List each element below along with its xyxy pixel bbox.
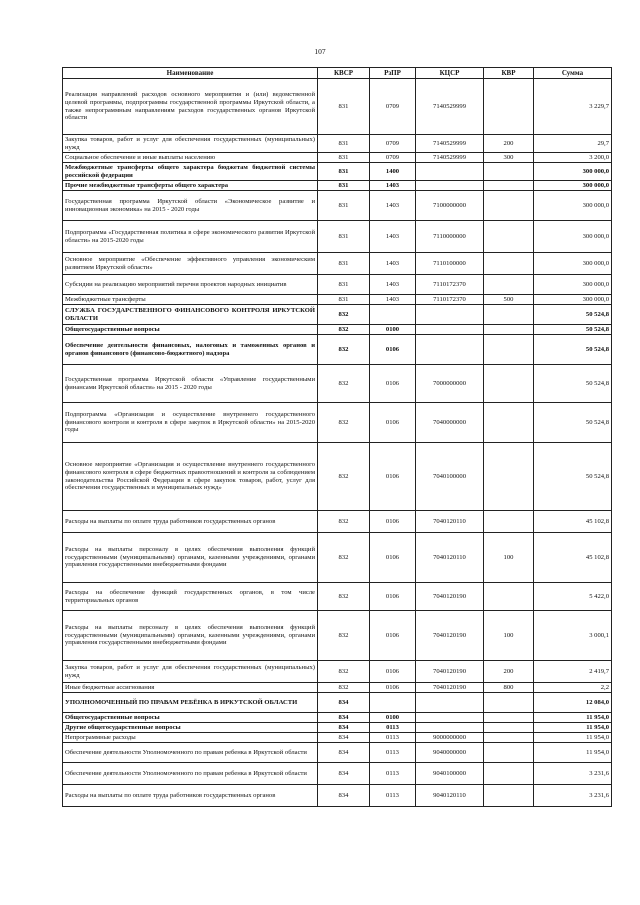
row-kcsr-cell: 7140529999 xyxy=(416,79,484,135)
row-sum-cell: 2,2 xyxy=(534,683,612,693)
row-kvr-cell: 500 xyxy=(484,295,534,305)
table-row xyxy=(63,325,612,335)
row-kvsr-cell: 832 xyxy=(318,611,370,661)
row-rzpr-cell: 0113 xyxy=(370,743,416,763)
table-row xyxy=(63,253,612,275)
row-sum-cell: 300 000,0 xyxy=(534,181,612,191)
row-kvr-cell xyxy=(484,785,534,807)
row-kvr-cell xyxy=(484,713,534,723)
row-sum-cell: 12 084,0 xyxy=(534,693,612,713)
row-name-cell: СЛУЖБА ГОСУДАРСТВЕННОГО ФИНАНСОВОГО КОНТРОЛЯ ИРКУТСКОЙ ОБЛАСТИ xyxy=(63,305,318,325)
row-kvr-cell xyxy=(484,443,534,511)
row-kvsr-cell: 832 xyxy=(318,583,370,611)
row-kvsr-cell: 832 xyxy=(318,325,370,335)
row-kvr-cell xyxy=(484,511,534,533)
table-row xyxy=(63,365,612,403)
row-rzpr-cell: 0113 xyxy=(370,763,416,785)
budget-table xyxy=(62,67,612,807)
row-kcsr-cell: 7040120190 xyxy=(416,611,484,661)
row-name-cell: Расходы на выплаты персоналу в целях обеспечения выполнения функций государственными (муниципальными) органами, казенными учреждениями, органами управления государственными внебюджетными фондами xyxy=(63,611,318,661)
row-kvr-cell xyxy=(484,275,534,295)
row-rzpr-cell: 0106 xyxy=(370,335,416,365)
row-kvr-cell xyxy=(484,221,534,253)
table-row xyxy=(63,661,612,683)
row-name-cell: Другие общегосударственные вопросы xyxy=(63,723,318,733)
row-name-cell: Межбюджетные трансферты xyxy=(63,295,318,305)
table-row xyxy=(63,403,612,443)
row-rzpr-cell: 0106 xyxy=(370,511,416,533)
row-kcsr-cell: 9040000000 xyxy=(416,743,484,763)
row-rzpr-cell: 0113 xyxy=(370,733,416,743)
row-kvr-cell: 200 xyxy=(484,661,534,683)
row-kcsr-cell: 7140529999 xyxy=(416,153,484,163)
row-name-cell: Государственная программа Иркутской области «Экономическое развитие и инновационная экономика» на 2015 - 2020 годы xyxy=(63,191,318,221)
row-name-cell: Основное мероприятие «Обеспечение эффективного управления экономическим развитием Иркутской области» xyxy=(63,253,318,275)
row-kcsr-cell: 7040120190 xyxy=(416,683,484,693)
row-kvsr-cell: 834 xyxy=(318,713,370,723)
table-row xyxy=(63,743,612,763)
row-kvsr-cell: 834 xyxy=(318,733,370,743)
row-kvsr-cell: 834 xyxy=(318,763,370,785)
row-kvr-cell xyxy=(484,403,534,443)
row-name-cell: Иные бюджетные ассигнования xyxy=(63,683,318,693)
header-kvsr: КВСР xyxy=(318,68,370,79)
row-kvsr-cell: 831 xyxy=(318,295,370,305)
row-kcsr-cell: 7040120110 xyxy=(416,511,484,533)
table-row xyxy=(63,443,612,511)
row-name-cell: Расходы на обеспечение функций государственных органов, в том числе территориальных органов xyxy=(63,583,318,611)
table-header-row xyxy=(63,68,612,79)
row-name-cell: Общегосударственные вопросы xyxy=(63,325,318,335)
row-name-cell: Расходы на выплаты по оплате труда работников государственных органов xyxy=(63,785,318,807)
row-name-cell: Реализация направлений расходов основного мероприятия и (или) ведомственной целевой программы, подпрограммы государственной программы Иркутской области, а также непрограммным направлениям расходов государственных органов Иркутской области xyxy=(63,79,318,135)
row-sum-cell: 50 524,8 xyxy=(534,305,612,325)
table-row xyxy=(63,533,612,583)
row-name-cell: Обеспечение деятельности Уполномоченного по правам ребенка в Иркутской области xyxy=(63,743,318,763)
row-kvsr-cell: 831 xyxy=(318,275,370,295)
row-name-cell: Прочие межбюджетные трансферты общего характера xyxy=(63,181,318,191)
row-rzpr-cell: 0709 xyxy=(370,79,416,135)
row-sum-cell: 45 102,8 xyxy=(534,533,612,583)
row-rzpr-cell: 1400 xyxy=(370,163,416,181)
row-kcsr-cell: 7110172370 xyxy=(416,275,484,295)
row-name-cell: УПОЛНОМОЧЕННЫЙ ПО ПРАВАМ РЕБЁНКА В ИРКУТСКОЙ ОБЛАСТИ xyxy=(63,693,318,713)
row-sum-cell: 29,7 xyxy=(534,135,612,153)
row-kcsr-cell: 9040120110 xyxy=(416,785,484,807)
row-kcsr-cell: 7000000000 xyxy=(416,365,484,403)
table-row xyxy=(63,511,612,533)
row-kvr-cell xyxy=(484,365,534,403)
row-kvsr-cell: 832 xyxy=(318,443,370,511)
row-rzpr-cell: 0100 xyxy=(370,325,416,335)
row-name-cell: Расходы на выплаты по оплате труда работников государственных органов xyxy=(63,511,318,533)
row-rzpr-cell: 1403 xyxy=(370,191,416,221)
row-kcsr-cell: 7110172370 xyxy=(416,295,484,305)
row-sum-cell: 5 422,0 xyxy=(534,583,612,611)
row-kvr-cell xyxy=(484,253,534,275)
header-kvr: КВР xyxy=(484,68,534,79)
row-name-cell: Обеспечение деятельности Уполномоченного по правам ребенка в Иркутской области xyxy=(63,763,318,785)
table-row xyxy=(63,335,612,365)
row-sum-cell: 11 954,0 xyxy=(534,743,612,763)
row-sum-cell: 300 000,0 xyxy=(534,253,612,275)
row-kvsr-cell: 834 xyxy=(318,785,370,807)
row-kvsr-cell: 831 xyxy=(318,135,370,153)
row-rzpr-cell: 0113 xyxy=(370,723,416,733)
row-kvsr-cell: 831 xyxy=(318,221,370,253)
row-name-cell: Общегосударственные вопросы xyxy=(63,713,318,723)
row-kcsr-cell xyxy=(416,305,484,325)
row-kcsr-cell: 7040120110 xyxy=(416,533,484,583)
table-row xyxy=(63,275,612,295)
header-rzpr: РзПР xyxy=(370,68,416,79)
row-kcsr-cell: 7040000000 xyxy=(416,403,484,443)
row-sum-cell: 2 419,7 xyxy=(534,661,612,683)
row-kvr-cell xyxy=(484,763,534,785)
row-sum-cell: 3 231,6 xyxy=(534,785,612,807)
table-row xyxy=(63,295,612,305)
table-row xyxy=(63,305,612,325)
row-sum-cell: 50 524,8 xyxy=(534,443,612,511)
row-kvr-cell: 100 xyxy=(484,533,534,583)
row-sum-cell: 3 231,6 xyxy=(534,763,612,785)
row-kcsr-cell xyxy=(416,693,484,713)
row-kvr-cell xyxy=(484,335,534,365)
row-name-cell: Обеспечение деятельности финансовых, налоговых и таможенных органов и органов финансового (финансово-бюджетного) надзора xyxy=(63,335,318,365)
table-row xyxy=(63,79,612,135)
row-rzpr-cell: 0709 xyxy=(370,135,416,153)
table-row xyxy=(63,583,612,611)
row-kvsr-cell: 831 xyxy=(318,253,370,275)
row-sum-cell: 11 954,0 xyxy=(534,723,612,733)
page-number: 107 xyxy=(314,47,326,56)
row-kvr-cell xyxy=(484,305,534,325)
row-kcsr-cell: 7040100000 xyxy=(416,443,484,511)
row-name-cell: Социальное обеспечение и иные выплаты населению xyxy=(63,153,318,163)
row-kvr-cell xyxy=(484,743,534,763)
row-rzpr-cell: 1403 xyxy=(370,181,416,191)
row-kcsr-cell: 7040120190 xyxy=(416,583,484,611)
row-kvsr-cell: 834 xyxy=(318,723,370,733)
row-kvr-cell xyxy=(484,733,534,743)
row-kvr-cell xyxy=(484,325,534,335)
table-row xyxy=(63,785,612,807)
row-kcsr-cell: 7110000000 xyxy=(416,221,484,253)
table-row xyxy=(63,693,612,713)
table-row xyxy=(63,191,612,221)
table-row xyxy=(63,733,612,743)
table-row xyxy=(63,713,612,723)
row-rzpr-cell: 0100 xyxy=(370,713,416,723)
row-name-cell: Подпрограмма «Организация и осуществление внутреннего государственного финансового контроля и контроля в сфере закупок в Иркутской области» на 2015-2020 годы xyxy=(63,403,318,443)
row-sum-cell: 11 954,0 xyxy=(534,733,612,743)
row-kcsr-cell xyxy=(416,325,484,335)
row-kvr-cell: 300 xyxy=(484,153,534,163)
row-kcsr-cell: 7040120190 xyxy=(416,661,484,683)
row-kvsr-cell: 832 xyxy=(318,511,370,533)
row-name-cell: Государственная программа Иркутской области «Управление государственными финансами Иркутской области» на 2015 - 2020 годы xyxy=(63,365,318,403)
row-kvr-cell xyxy=(484,191,534,221)
row-kvr-cell xyxy=(484,79,534,135)
row-name-cell: Закупка товаров, работ и услуг для обеспечения государственных (муниципальных) нужд xyxy=(63,661,318,683)
row-rzpr-cell: 0106 xyxy=(370,365,416,403)
row-rzpr-cell: 0106 xyxy=(370,443,416,511)
row-kvsr-cell: 832 xyxy=(318,661,370,683)
table-row xyxy=(63,181,612,191)
row-kvr-cell: 800 xyxy=(484,683,534,693)
header-kcsr: КЦСР xyxy=(416,68,484,79)
row-name-cell: Закупка товаров, работ и услуг для обеспечения государственных (муниципальных) нужд xyxy=(63,135,318,153)
row-rzpr-cell: 0106 xyxy=(370,533,416,583)
row-kvr-cell xyxy=(484,163,534,181)
row-sum-cell: 3 229,7 xyxy=(534,79,612,135)
row-kvsr-cell: 832 xyxy=(318,365,370,403)
table-row xyxy=(63,221,612,253)
row-kcsr-cell xyxy=(416,163,484,181)
row-kvsr-cell: 832 xyxy=(318,403,370,443)
row-rzpr-cell: 0106 xyxy=(370,661,416,683)
row-kvr-cell xyxy=(484,723,534,733)
row-name-cell: Основное мероприятие «Организация и осуществление внутреннего государственного финансового контроля в сфере бюджетных правоотношений и контроля за соблюдением законодательства Российской Федерации в сфере закупок товаров, работ, услуг для обеспечения государственных и муниципальных нужд» xyxy=(63,443,318,511)
row-kvsr-cell: 832 xyxy=(318,305,370,325)
row-kvsr-cell: 832 xyxy=(318,335,370,365)
table-row xyxy=(63,723,612,733)
row-sum-cell: 45 102,8 xyxy=(534,511,612,533)
table-row xyxy=(63,153,612,163)
table-row xyxy=(63,763,612,785)
header-name: Наименование xyxy=(63,68,318,79)
row-rzpr-cell: 0709 xyxy=(370,153,416,163)
row-sum-cell: 300 000,0 xyxy=(534,163,612,181)
row-name-cell: Подпрограмма «Государственная политика в сфере экономического развития Иркутской области» на 2015-2020 годы xyxy=(63,221,318,253)
row-kcsr-cell xyxy=(416,335,484,365)
row-kvr-cell xyxy=(484,693,534,713)
row-sum-cell: 11 954,0 xyxy=(534,713,612,723)
row-sum-cell: 300 000,0 xyxy=(534,191,612,221)
row-sum-cell: 3 000,1 xyxy=(534,611,612,661)
row-rzpr-cell: 0106 xyxy=(370,611,416,661)
row-kcsr-cell xyxy=(416,723,484,733)
row-rzpr-cell: 1403 xyxy=(370,253,416,275)
row-kcsr-cell xyxy=(416,181,484,191)
row-kvsr-cell: 831 xyxy=(318,181,370,191)
row-kvr-cell: 200 xyxy=(484,135,534,153)
row-kvr-cell: 100 xyxy=(484,611,534,661)
row-rzpr-cell: 1403 xyxy=(370,221,416,253)
row-kcsr-cell: 9040100000 xyxy=(416,763,484,785)
row-sum-cell: 50 524,8 xyxy=(534,325,612,335)
row-sum-cell: 50 524,8 xyxy=(534,335,612,365)
row-kvsr-cell: 831 xyxy=(318,153,370,163)
row-rzpr-cell xyxy=(370,693,416,713)
row-kvsr-cell: 834 xyxy=(318,743,370,763)
row-kvsr-cell: 831 xyxy=(318,191,370,221)
row-name-cell: Непрограммные расходы xyxy=(63,733,318,743)
row-name-cell: Межбюджетные трансферты общего характера бюджетам бюджетной системы российской федерации xyxy=(63,163,318,181)
row-rzpr-cell: 0106 xyxy=(370,583,416,611)
row-kvsr-cell: 832 xyxy=(318,683,370,693)
row-kvsr-cell: 834 xyxy=(318,693,370,713)
row-sum-cell: 50 524,8 xyxy=(534,403,612,443)
row-kcsr-cell: 9000000000 xyxy=(416,733,484,743)
row-kvr-cell xyxy=(484,583,534,611)
row-kvsr-cell: 832 xyxy=(318,533,370,583)
row-sum-cell: 300 000,0 xyxy=(534,295,612,305)
row-kcsr-cell: 7100000000 xyxy=(416,191,484,221)
row-kvsr-cell: 831 xyxy=(318,163,370,181)
row-rzpr-cell xyxy=(370,305,416,325)
table-row xyxy=(63,135,612,153)
row-rzpr-cell: 1403 xyxy=(370,295,416,305)
row-kcsr-cell: 7110100000 xyxy=(416,253,484,275)
row-rzpr-cell: 1403 xyxy=(370,275,416,295)
row-sum-cell: 300 000,0 xyxy=(534,275,612,295)
table-row xyxy=(63,163,612,181)
row-rzpr-cell: 0113 xyxy=(370,785,416,807)
row-rzpr-cell: 0106 xyxy=(370,403,416,443)
row-sum-cell: 300 000,0 xyxy=(534,221,612,253)
row-name-cell: Расходы на выплаты персоналу в целях обеспечения выполнения функций государственными (муниципальными) органами, казенными учреждениями, органами управления государственными внебюджетными фондами xyxy=(63,533,318,583)
row-rzpr-cell: 0106 xyxy=(370,683,416,693)
row-sum-cell: 3 200,0 xyxy=(534,153,612,163)
row-kvr-cell xyxy=(484,181,534,191)
row-kcsr-cell xyxy=(416,713,484,723)
row-kvsr-cell: 831 xyxy=(318,79,370,135)
table-row xyxy=(63,611,612,661)
row-kcsr-cell: 7140529999 xyxy=(416,135,484,153)
row-sum-cell: 50 524,8 xyxy=(534,365,612,403)
row-name-cell: Субсидии на реализацию мероприятий перечня проектов народных инициатив xyxy=(63,275,318,295)
table-row xyxy=(63,683,612,693)
header-sum: Сумма xyxy=(534,68,612,79)
